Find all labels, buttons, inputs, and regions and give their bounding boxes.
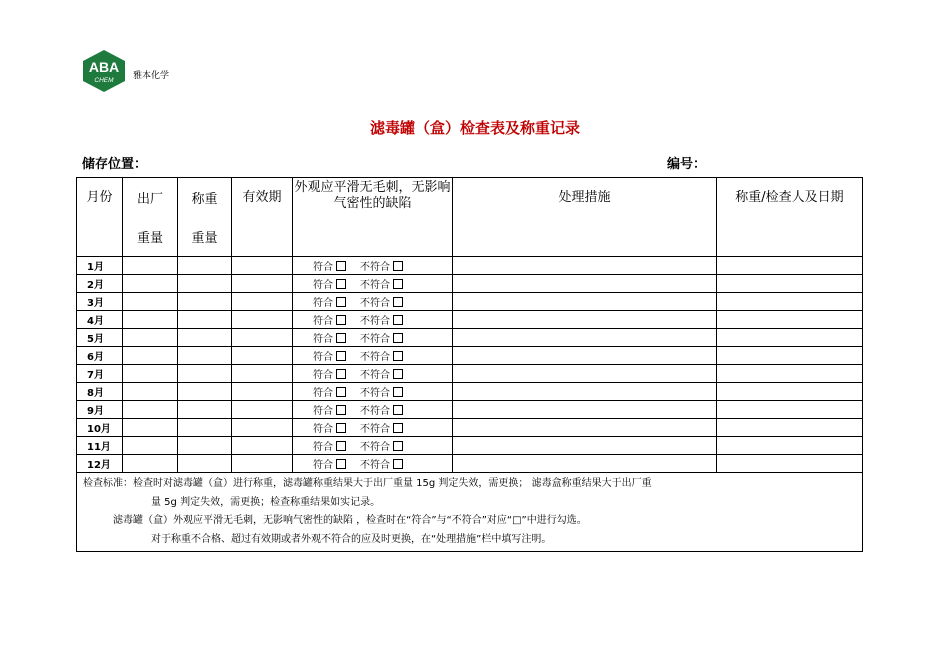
handling-cell[interactable] bbox=[453, 383, 717, 401]
validity-cell[interactable] bbox=[232, 419, 293, 437]
pass-label: 符合 bbox=[313, 316, 333, 327]
fail-checkbox[interactable] bbox=[393, 423, 403, 433]
pass-checkbox[interactable] bbox=[336, 279, 346, 289]
header-handling: 处理措施 bbox=[453, 178, 717, 257]
month-cell: 12月 bbox=[77, 455, 123, 473]
weigh-weight-cell[interactable] bbox=[178, 401, 232, 419]
month-cell: 1月 bbox=[77, 257, 123, 275]
inspector-cell[interactable] bbox=[717, 257, 863, 275]
pass-checkbox[interactable] bbox=[336, 387, 346, 397]
inspection-table bbox=[76, 177, 863, 552]
factory-weight-cell[interactable] bbox=[123, 419, 178, 437]
header-factory-bottom: 重量 bbox=[136, 231, 163, 246]
factory-weight-cell[interactable] bbox=[123, 437, 178, 455]
fail-label: 不符合 bbox=[360, 280, 390, 291]
notes-line-2: 量 5g 判定失效，需更换；检查称重结果如实记录。 bbox=[151, 496, 381, 508]
month-cell: 6月 bbox=[77, 347, 123, 365]
pass-label: 符合 bbox=[313, 442, 333, 453]
pass-label: 符合 bbox=[313, 370, 333, 381]
header-appearance: 外观应平滑无毛刺，无影响气密性的缺陷 bbox=[293, 178, 453, 257]
weigh-weight-cell[interactable] bbox=[178, 437, 232, 455]
appearance-check-cell bbox=[293, 437, 453, 455]
page-title: 滤毒罐（盒）检查表及称重记录 bbox=[369, 119, 580, 137]
fail-checkbox[interactable] bbox=[393, 279, 403, 289]
handling-cell[interactable] bbox=[453, 293, 717, 311]
validity-cell[interactable] bbox=[232, 347, 293, 365]
weigh-weight-cell[interactable] bbox=[178, 347, 232, 365]
fail-label: 不符合 bbox=[360, 298, 390, 309]
month-cell: 7月 bbox=[77, 365, 123, 383]
table-row bbox=[77, 311, 863, 329]
validity-cell[interactable] bbox=[232, 311, 293, 329]
table-row bbox=[77, 383, 863, 401]
fail-checkbox[interactable] bbox=[393, 369, 403, 379]
month-cell: 2月 bbox=[77, 275, 123, 293]
validity-cell[interactable] bbox=[232, 455, 293, 473]
pass-label: 符合 bbox=[313, 298, 333, 309]
inspector-cell[interactable] bbox=[717, 347, 863, 365]
fail-label: 不符合 bbox=[360, 460, 390, 471]
factory-weight-cell[interactable] bbox=[123, 455, 178, 473]
header-factory-weight bbox=[123, 178, 178, 257]
pass-checkbox[interactable] bbox=[336, 441, 346, 451]
fail-checkbox[interactable] bbox=[393, 441, 403, 451]
header-weigh-top: 称重 bbox=[191, 192, 218, 207]
handling-cell[interactable] bbox=[453, 257, 717, 275]
header-inspector: 称重/检查人及日期 bbox=[717, 178, 863, 257]
pass-checkbox[interactable] bbox=[336, 423, 346, 433]
appearance-check-cell bbox=[293, 419, 453, 437]
validity-cell[interactable] bbox=[232, 437, 293, 455]
fail-label: 不符合 bbox=[360, 370, 390, 381]
month-cell: 9月 bbox=[77, 401, 123, 419]
handling-cell[interactable] bbox=[453, 419, 717, 437]
header-factory-top: 出厂 bbox=[136, 192, 163, 207]
pass-checkbox[interactable] bbox=[336, 351, 346, 361]
validity-cell[interactable] bbox=[232, 257, 293, 275]
weigh-weight-cell[interactable] bbox=[178, 383, 232, 401]
pass-checkbox[interactable] bbox=[336, 369, 346, 379]
handling-cell[interactable] bbox=[453, 275, 717, 293]
validity-cell[interactable] bbox=[232, 401, 293, 419]
factory-weight-cell[interactable] bbox=[123, 401, 178, 419]
notes-line-3: 滤毒罐（盒）外观应平滑无毛刺，无影响气密性的缺陷 ，检查时在“符合”与“不符合”对应“□”中进行勾选。 bbox=[113, 515, 587, 526]
header-weigh-bottom: 重量 bbox=[191, 231, 218, 246]
factory-weight-cell[interactable] bbox=[123, 257, 178, 275]
appearance-check-cell bbox=[293, 383, 453, 401]
fail-label: 不符合 bbox=[360, 316, 390, 327]
fail-checkbox[interactable] bbox=[393, 405, 403, 415]
inspector-cell[interactable] bbox=[717, 293, 863, 311]
table-row bbox=[77, 293, 863, 311]
appearance-check-cell bbox=[293, 329, 453, 347]
fail-checkbox[interactable] bbox=[393, 315, 403, 325]
inspector-cell[interactable] bbox=[717, 401, 863, 419]
fail-label: 不符合 bbox=[360, 334, 390, 345]
header-validity: 有效期 bbox=[232, 178, 293, 257]
header-weigh-weight bbox=[178, 178, 232, 257]
fail-checkbox[interactable] bbox=[393, 351, 403, 361]
pass-checkbox[interactable] bbox=[336, 261, 346, 271]
weigh-weight-cell[interactable] bbox=[178, 293, 232, 311]
notes-line-1: 检查标准：检查时对滤毒罐（盒）进行称重，滤毒罐称重结果大于出厂重量 15g 判定失效，需更换； 滤毒盒称重结果大于出厂重 bbox=[83, 478, 652, 489]
pass-label: 符合 bbox=[313, 262, 333, 273]
factory-weight-cell[interactable] bbox=[123, 329, 178, 347]
pass-label: 符合 bbox=[313, 406, 333, 417]
table-row bbox=[77, 347, 863, 365]
storage-location-label: 储存位置： bbox=[82, 157, 148, 172]
number-label: 编号： bbox=[667, 157, 707, 172]
fail-checkbox[interactable] bbox=[393, 297, 403, 307]
fail-checkbox[interactable] bbox=[393, 261, 403, 271]
fail-label: 不符合 bbox=[360, 262, 390, 273]
pass-label: 符合 bbox=[313, 352, 333, 363]
pass-label: 符合 bbox=[313, 280, 333, 291]
inspector-cell[interactable] bbox=[717, 275, 863, 293]
pass-checkbox[interactable] bbox=[336, 297, 346, 307]
appearance-check-cell bbox=[293, 257, 453, 275]
table-row bbox=[77, 401, 863, 419]
fail-checkbox[interactable] bbox=[393, 459, 403, 469]
month-cell: 8月 bbox=[77, 383, 123, 401]
notes-line-4: 对于称重不合格、超过有效期或者外观不符合的应及时更换，在“处理措施”栏中填写注明。 bbox=[151, 533, 552, 545]
appearance-check-cell bbox=[293, 347, 453, 365]
handling-cell[interactable] bbox=[453, 401, 717, 419]
factory-weight-cell[interactable] bbox=[123, 275, 178, 293]
pass-checkbox[interactable] bbox=[336, 405, 346, 415]
factory-weight-cell[interactable] bbox=[123, 293, 178, 311]
month-cell: 11月 bbox=[77, 437, 123, 455]
company-name: 雅本化学 bbox=[133, 71, 170, 81]
handling-cell[interactable] bbox=[453, 455, 717, 473]
pass-label: 符合 bbox=[313, 424, 333, 435]
appearance-check-cell bbox=[293, 365, 453, 383]
pass-checkbox[interactable] bbox=[336, 459, 346, 469]
table-row bbox=[77, 275, 863, 293]
inspector-cell[interactable] bbox=[717, 365, 863, 383]
pass-checkbox[interactable] bbox=[336, 333, 346, 343]
logo-text: ABA bbox=[88, 59, 120, 75]
validity-cell[interactable] bbox=[232, 275, 293, 293]
month-cell: 3月 bbox=[77, 293, 123, 311]
month-cell: 4月 bbox=[77, 311, 123, 329]
notes-row bbox=[77, 473, 863, 552]
handling-cell[interactable] bbox=[453, 311, 717, 329]
fail-checkbox[interactable] bbox=[393, 387, 403, 397]
table-row bbox=[77, 455, 863, 473]
fail-label: 不符合 bbox=[360, 442, 390, 453]
weigh-weight-cell[interactable] bbox=[178, 419, 232, 437]
notes-cell bbox=[77, 473, 863, 552]
header-month: 月份 bbox=[77, 178, 123, 257]
weigh-weight-cell[interactable] bbox=[178, 275, 232, 293]
fail-label: 不符合 bbox=[360, 424, 390, 435]
handling-cell[interactable] bbox=[453, 365, 717, 383]
table-row bbox=[77, 419, 863, 437]
fail-checkbox[interactable] bbox=[393, 333, 403, 343]
appearance-check-cell bbox=[293, 455, 453, 473]
appearance-check-cell bbox=[293, 293, 453, 311]
weigh-weight-cell[interactable] bbox=[178, 455, 232, 473]
table-row bbox=[77, 437, 863, 455]
validity-cell[interactable] bbox=[232, 365, 293, 383]
weigh-weight-cell[interactable] bbox=[178, 329, 232, 347]
fail-label: 不符合 bbox=[360, 352, 390, 363]
table-row bbox=[77, 329, 863, 347]
validity-cell[interactable] bbox=[232, 293, 293, 311]
appearance-check-cell bbox=[293, 401, 453, 419]
fail-label: 不符合 bbox=[360, 406, 390, 417]
inspector-cell[interactable] bbox=[717, 419, 863, 437]
table-row bbox=[77, 257, 863, 275]
table-header-row bbox=[77, 178, 863, 257]
weigh-weight-cell[interactable] bbox=[178, 257, 232, 275]
pass-label: 符合 bbox=[313, 334, 333, 345]
validity-cell[interactable] bbox=[232, 383, 293, 401]
month-cell: 10月 bbox=[77, 419, 123, 437]
factory-weight-cell[interactable] bbox=[123, 311, 178, 329]
pass-checkbox[interactable] bbox=[336, 315, 346, 325]
handling-cell[interactable] bbox=[453, 329, 717, 347]
table-row bbox=[77, 365, 863, 383]
inspector-cell[interactable] bbox=[717, 383, 863, 401]
aba-chem-logo bbox=[81, 49, 127, 93]
factory-weight-cell[interactable] bbox=[123, 383, 178, 401]
factory-weight-cell[interactable] bbox=[123, 347, 178, 365]
weigh-weight-cell[interactable] bbox=[178, 311, 232, 329]
fail-label: 不符合 bbox=[360, 388, 390, 399]
weigh-weight-cell[interactable] bbox=[178, 365, 232, 383]
validity-cell[interactable] bbox=[232, 329, 293, 347]
handling-cell[interactable] bbox=[453, 347, 717, 365]
pass-label: 符合 bbox=[313, 460, 333, 471]
handling-cell[interactable] bbox=[453, 437, 717, 455]
pass-label: 符合 bbox=[313, 388, 333, 399]
logo-subtext: CHEM bbox=[94, 77, 114, 84]
inspector-cell[interactable] bbox=[717, 455, 863, 473]
inspector-cell[interactable] bbox=[717, 311, 863, 329]
month-cell: 5月 bbox=[77, 329, 123, 347]
inspector-cell[interactable] bbox=[717, 437, 863, 455]
appearance-check-cell bbox=[293, 275, 453, 293]
factory-weight-cell[interactable] bbox=[123, 365, 178, 383]
inspector-cell[interactable] bbox=[717, 329, 863, 347]
appearance-check-cell bbox=[293, 311, 453, 329]
